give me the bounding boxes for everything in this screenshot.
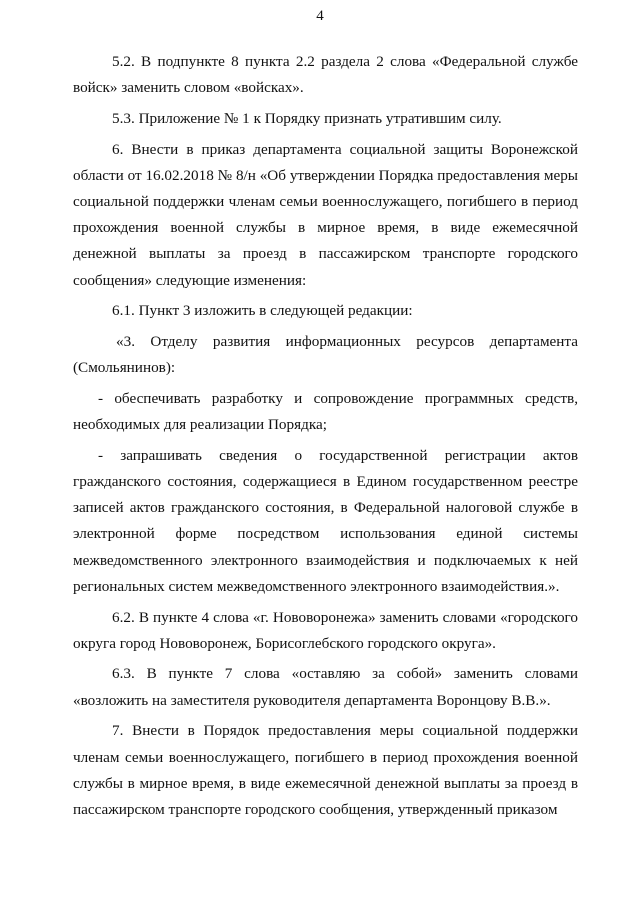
paragraph-6-1: 6.1. Пункт 3 изложить в следующей редакции: <box>112 302 413 320</box>
paragraph-6-3: 6.3. В пункте 7 слова «оставляю за собой» заменить словами «возложить на заместителя руководителя департамента Воронцову В.В.». <box>73 665 578 709</box>
paragraph-quoted-3: «3. Отделу развития информационных ресурсов департамента (Смольянинов): <box>73 333 578 377</box>
paragraph-7: 7. Внести в Порядок предоставления меры социальной поддержки членам семьи военнослужащего, погибшего в период прохождения военной службы в мирное время, в виде ежемесячной денежной выплаты за проезд в пассажирском транспорте городского сообщения, утвержденный приказом <box>73 722 578 818</box>
paragraph-5-3: 5.3. Приложение № 1 к Порядку признать утратившим силу. <box>112 109 502 127</box>
paragraph-6: 6. Внести в приказ департамента социальной защиты Воронежской области от 16.02.2018 № 8/н «Об утверждении Порядка предоставления меры социальной поддержки членам семьи военнослужащего, погибшего в период прохождения военной службы в мирное время, в виде ежемесячной денежной выплаты за проезд в пассажирском транспорте городского сообщения» следующие изменения: <box>73 140 578 289</box>
list-item-software: - обеспечивать разработку и сопровождение программных средств, необходимых для реализации Порядка; <box>73 389 578 434</box>
paragraph-6-2: 6.2. В пункте 4 слова «г. Нововоронежа» заменить словами «городского округа город Нововоронеж, Борисоглебского городского округа». <box>73 608 578 652</box>
paragraph-5-2: 5.2. В подпункте 8 пункта 2.2 раздела 2 слова «Федеральной службе войск» заменить словом «войсках». <box>73 53 578 97</box>
list-item-registry-request: - запрашивать сведения о государственной регистрации актов гражданского состояния, содержащиеся в Едином государственном реестре записей актов гражданского состояния, в Федеральной налоговой службе в электронной форме посредством использования единой системы межведомственного электронного взаимодействия и подключаемых к ней региональных систем межведомственного электронного взаимодействия.». <box>73 446 578 595</box>
document-body <box>73 49 578 828</box>
page-number: 4 <box>316 8 324 24</box>
